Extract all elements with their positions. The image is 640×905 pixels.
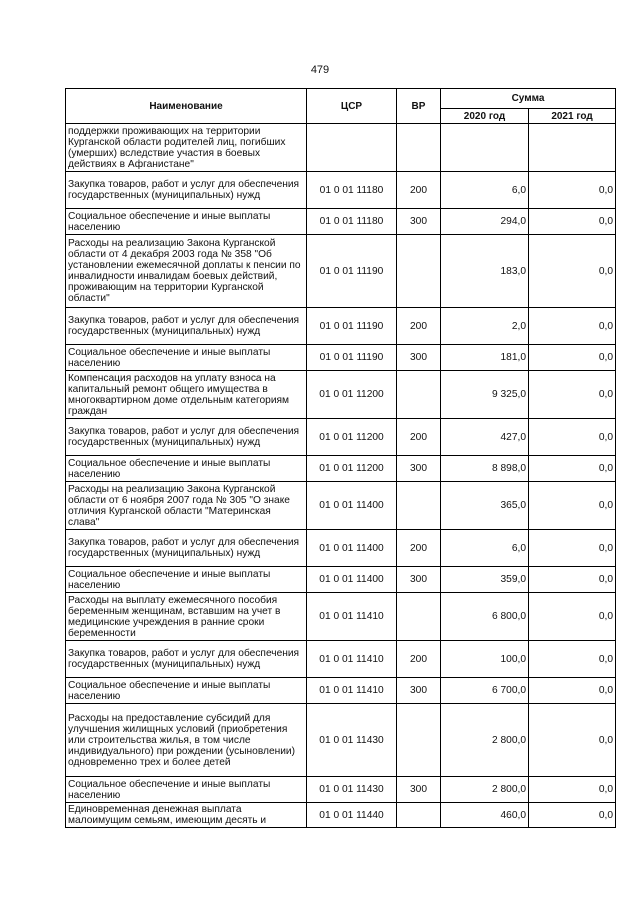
table-row [66,704,616,777]
row-csr: 01 0 01 11180 [307,172,397,209]
table-body [66,124,616,828]
row-amount-2021: 0,0 [529,456,616,482]
table-row [66,641,616,678]
row-csr: 01 0 01 11410 [307,678,397,704]
row-amount-2021: 0,0 [529,678,616,704]
row-amount-2021: 0,0 [529,777,616,803]
row-csr: 01 0 01 11180 [307,209,397,235]
row-amount-2021 [529,124,616,172]
table-row [66,235,616,308]
row-csr: 01 0 01 11200 [307,371,397,419]
table-row [66,124,616,172]
row-name: Расходы на реализацию Закона Курганской области от 4 декабря 2003 года № 358 "Об установлении ежемесячной доплаты к пенсии по инвалидности инвалидам боевых действий, проживающим на территории Курганской области" [66,235,307,308]
row-vr: 300 [397,678,441,704]
row-amount-2020: 2 800,0 [441,777,529,803]
row-amount-2020: 427,0 [441,419,529,456]
table-row [66,777,616,803]
row-csr: 01 0 01 11400 [307,482,397,530]
row-amount-2020: 8 898,0 [441,456,529,482]
row-amount-2021: 0,0 [529,308,616,345]
row-amount-2020: 359,0 [441,567,529,593]
row-csr: 01 0 01 11190 [307,345,397,371]
row-name: Единовременная денежная выплата малоимущим семьям, имеющим десять и [66,803,307,828]
row-csr: 01 0 01 11430 [307,704,397,777]
row-amount-2020: 100,0 [441,641,529,678]
row-amount-2021: 0,0 [529,172,616,209]
row-name: Закупка товаров, работ и услуг для обеспечения государственных (муниципальных) нужд [66,641,307,678]
row-amount-2021: 0,0 [529,803,616,828]
row-amount-2020: 6 700,0 [441,678,529,704]
row-vr: 200 [397,530,441,567]
row-amount-2021: 0,0 [529,482,616,530]
table-row [66,371,616,419]
row-vr: 200 [397,641,441,678]
row-amount-2021: 0,0 [529,530,616,567]
row-vr [397,704,441,777]
row-name: Закупка товаров, работ и услуг для обеспечения государственных (муниципальных) нужд [66,172,307,209]
row-csr: 01 0 01 11200 [307,456,397,482]
row-amount-2020: 9 325,0 [441,371,529,419]
row-name: Социальное обеспечение и иные выплаты населению [66,209,307,235]
row-csr: 01 0 01 11400 [307,530,397,567]
row-csr: 01 0 01 11410 [307,593,397,641]
table-row [66,678,616,704]
row-amount-2021: 0,0 [529,371,616,419]
row-amount-2020: 183,0 [441,235,529,308]
row-amount-2020: 2 800,0 [441,704,529,777]
table-row [66,593,616,641]
row-name: Расходы на предоставление субсидий для улучшения жилищных условий (приобретения или строительства жилья, в том числе индивидуального) при рождении (усыновлении) одновременно трех и более детей [66,704,307,777]
row-amount-2020: 294,0 [441,209,529,235]
row-name: Социальное обеспечение и иные выплаты населению [66,777,307,803]
row-amount-2020: 6,0 [441,172,529,209]
table-row [66,209,616,235]
row-vr: 200 [397,308,441,345]
row-amount-2021: 0,0 [529,641,616,678]
row-amount-2021: 0,0 [529,345,616,371]
row-name: Социальное обеспечение и иные выплаты населению [66,456,307,482]
row-name: Закупка товаров, работ и услуг для обеспечения государственных (муниципальных) нужд [66,530,307,567]
row-vr [397,124,441,172]
row-amount-2021: 0,0 [529,593,616,641]
table-row [66,530,616,567]
table-row [66,482,616,530]
row-name: Расходы на реализацию Закона Курганской области от 6 ноября 2007 года № 305 "О знаке отличия Курганской области "Материнская слава" [66,482,307,530]
row-amount-2021: 0,0 [529,419,616,456]
header-sum: Сумма [441,89,616,109]
row-amount-2020: 2,0 [441,308,529,345]
header-year-2020: 2020 год [441,109,529,124]
row-vr: 200 [397,172,441,209]
table-row [66,567,616,593]
table-row [66,172,616,209]
row-amount-2020: 460,0 [441,803,529,828]
row-amount-2020: 365,0 [441,482,529,530]
row-name: Социальное обеспечение и иные выплаты населению [66,678,307,704]
row-amount-2020: 6,0 [441,530,529,567]
row-csr: 01 0 01 11410 [307,641,397,678]
row-name: Расходы на выплату ежемесячного пособия беременным женщинам, вставшим на учет в медицинские учреждения в ранние сроки беременности [66,593,307,641]
row-csr: 01 0 01 11440 [307,803,397,828]
row-vr: 300 [397,209,441,235]
row-amount-2020: 181,0 [441,345,529,371]
table-row [66,803,616,828]
row-name: Социальное обеспечение и иные выплаты населению [66,567,307,593]
table-row [66,308,616,345]
table-row [66,345,616,371]
row-vr [397,482,441,530]
row-vr [397,593,441,641]
row-amount-2021: 0,0 [529,209,616,235]
row-csr: 01 0 01 11400 [307,567,397,593]
table-row [66,456,616,482]
header-name: Наименование [66,89,307,124]
table-header [66,89,616,124]
header-year-2021: 2021 год [529,109,616,124]
row-vr [397,235,441,308]
row-amount-2021: 0,0 [529,567,616,593]
row-csr [307,124,397,172]
header-csr: ЦСР [307,89,397,124]
row-vr: 300 [397,567,441,593]
table-row [66,419,616,456]
row-amount-2020: 6 800,0 [441,593,529,641]
row-name: Компенсация расходов на уплату взноса на капитальный ремонт общего имущества в многоквартирном доме отдельным категориям граждан [66,371,307,419]
row-name: поддержки проживающих на территории Курганской области родителей лиц, погибших (умерших) вследствие участия в боевых действиях в Афганистане" [66,124,307,172]
row-name: Социальное обеспечение и иные выплаты населению [66,345,307,371]
header-vr: ВР [397,89,441,124]
row-amount-2020 [441,124,529,172]
page-number: 479 [310,64,330,76]
row-vr [397,371,441,419]
row-vr [397,803,441,828]
budget-table [65,88,616,828]
row-vr: 300 [397,345,441,371]
row-csr: 01 0 01 11190 [307,308,397,345]
row-amount-2021: 0,0 [529,704,616,777]
row-amount-2021: 0,0 [529,235,616,308]
row-csr: 01 0 01 11430 [307,777,397,803]
row-csr: 01 0 01 11190 [307,235,397,308]
row-name: Закупка товаров, работ и услуг для обеспечения государственных (муниципальных) нужд [66,419,307,456]
row-vr: 300 [397,777,441,803]
row-csr: 01 0 01 11200 [307,419,397,456]
row-vr: 300 [397,456,441,482]
row-vr: 200 [397,419,441,456]
row-name: Закупка товаров, работ и услуг для обеспечения государственных (муниципальных) нужд [66,308,307,345]
